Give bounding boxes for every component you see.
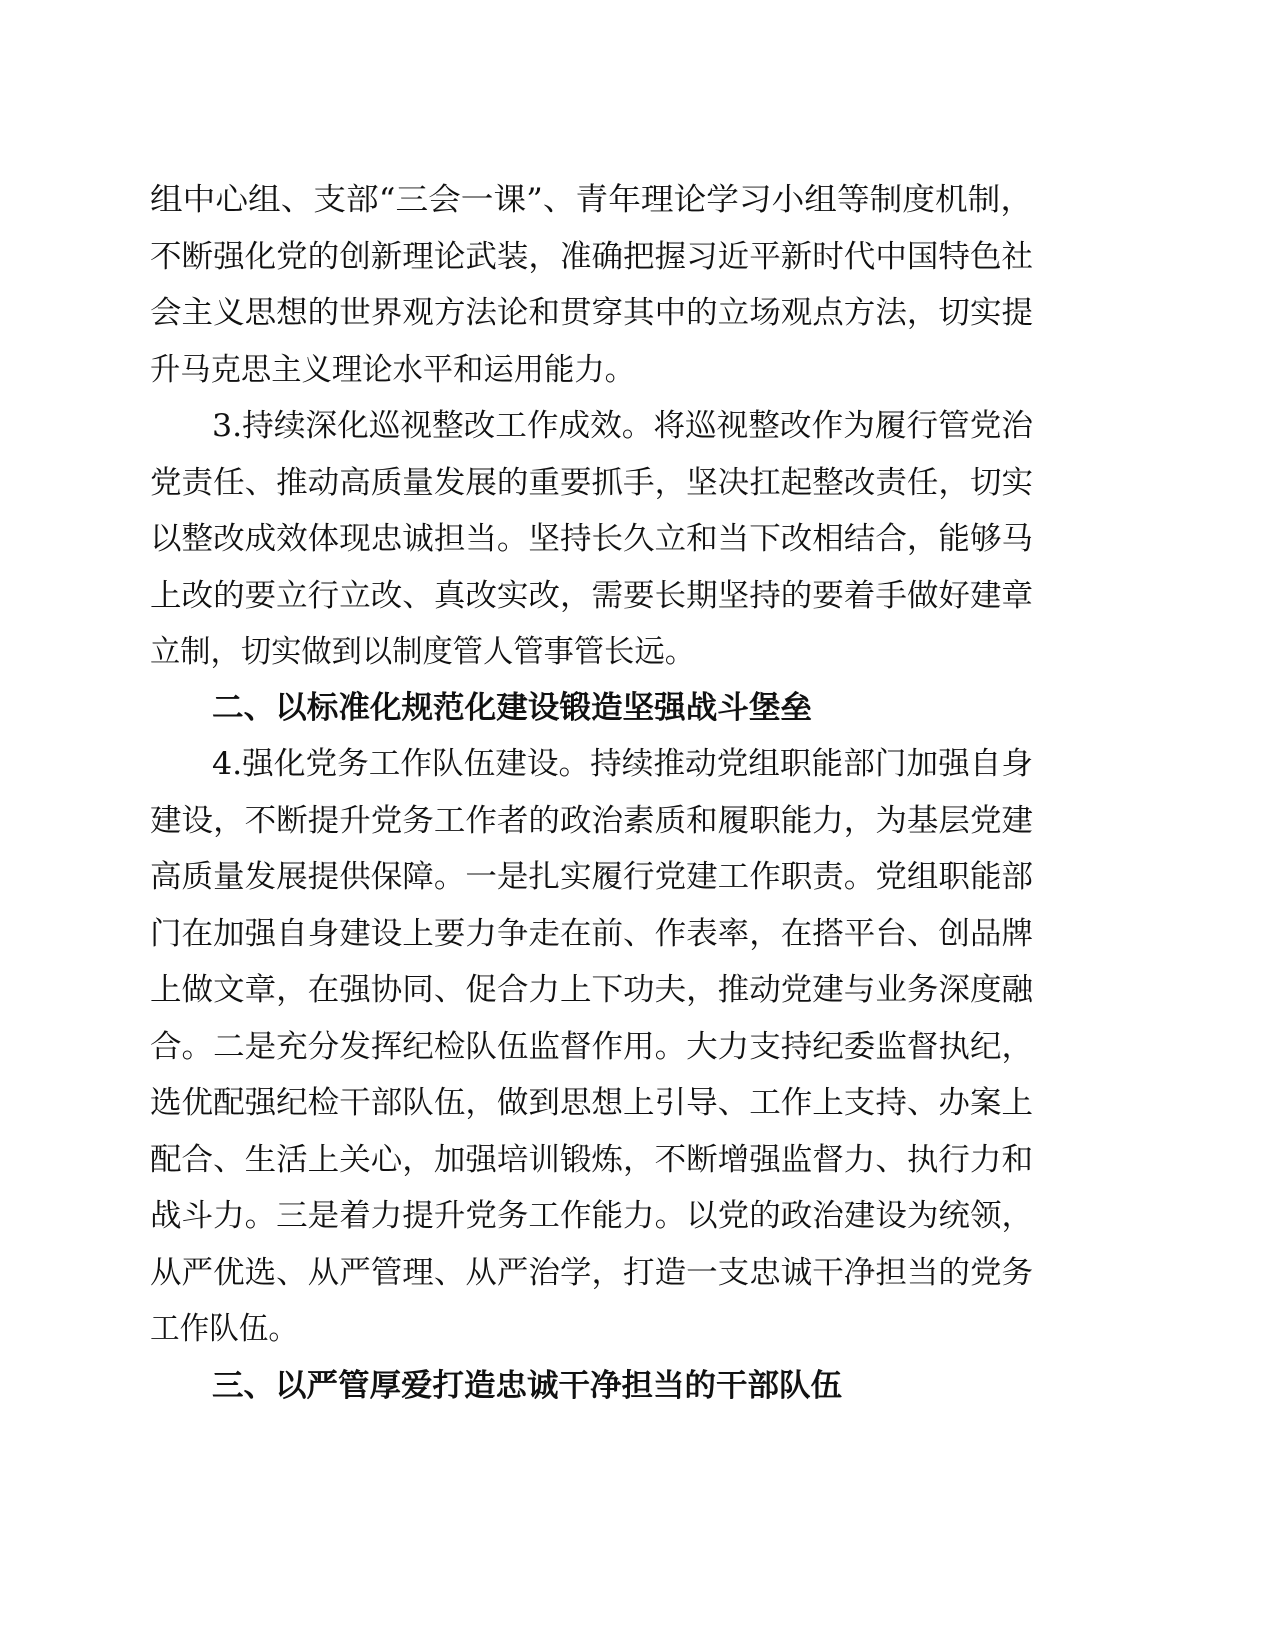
section-heading: 二、以标准化规范化建设锻造坚强战斗堡垒 [212, 690, 813, 726]
body-text-line: 工作队伍。 [150, 1311, 298, 1347]
body-text-line: 合。二是充分发挥纪检队伍监督作用。大力支持纪委监督执纪， [150, 1029, 1034, 1065]
body-text-line: 战斗力。三是着力提升党务工作能力。以党的政治建设为统领， [150, 1198, 1034, 1234]
body-text-line: 配合、生活上关心，加强培训锻炼，不断增强监督力、执行力和 [150, 1142, 1034, 1178]
body-text-line: 4.强化党务工作队伍建设。持续推动党组职能部门加强自身 [212, 746, 1033, 782]
body-text-line: 党责任、推动高质量发展的重要抓手，坚决扛起整改责任，切实 [150, 465, 1034, 501]
section-heading: 三、以严管厚爱打造忠诚干净担当的干部队伍 [212, 1368, 842, 1404]
body-text-line: 3.持续深化巡视整改工作成效。将巡视整改作为履行管党治 [212, 408, 1033, 444]
body-text-line: 会主义思想的世界观方法论和贯穿其中的立场观点方法，切实提 [150, 295, 1034, 331]
body-text-line: 立制，切实做到以制度管人管事管长远。 [150, 634, 695, 670]
body-text-line: 门在加强自身建设上要力争走在前、作表率，在搭平台、创品牌 [150, 916, 1034, 952]
body-text-line: 上改的要立行立改、真改实改，需要长期坚持的要着手做好建章 [150, 578, 1034, 614]
body-text-line: 从严优选、从严管理、从严治学，打造一支忠诚干净担当的党务 [150, 1255, 1034, 1291]
body-text-line: 建设，不断提升党务工作者的政治素质和履职能力，为基层党建 [150, 803, 1034, 839]
body-text-line: 上做文章，在强协同、促合力上下功夫，推动党建与业务深度融 [150, 972, 1034, 1008]
body-text-line: 选优配强纪检干部队伍，做到思想上引导、工作上支持、办案上 [150, 1085, 1034, 1121]
body-text-line: 不断强化党的创新理论武装，准确把握习近平新时代中国特色社 [150, 239, 1034, 275]
body-text-line: 组中心组、支部“三会一课”、青年理论学习小组等制度机制， [150, 182, 1034, 218]
body-text-line: 升马克思主义理论水平和运用能力。 [150, 352, 635, 388]
body-text-line: 以整改成效体现忠诚担当。坚持长久立和当下改相结合，能够马 [150, 521, 1034, 557]
body-text-line: 高质量发展提供保障。一是扎实履行党建工作职责。党组职能部 [150, 859, 1034, 895]
